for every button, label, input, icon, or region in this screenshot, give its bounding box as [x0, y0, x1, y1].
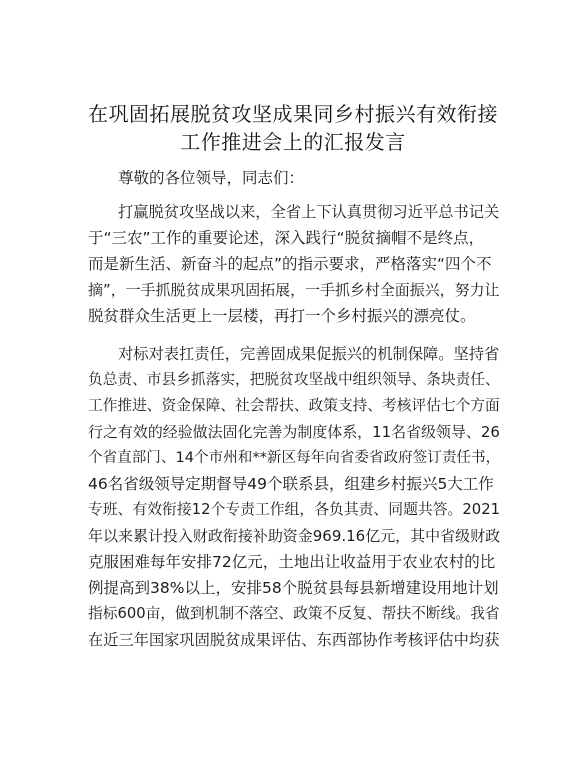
paragraph-2-line: 行之有效的经验做法固化完善为制度体系，11名省级领导、26 [88, 423, 500, 441]
document-title-line-2: 工作推进会上的汇报发言 [180, 130, 406, 154]
paragraph-1-line: 打赢脱贫攻坚战以来，全省上下认真贯彻习近平总书记关 [118, 203, 500, 221]
paragraph-2-line: 工作推进、资金保障、社会帮扶、政策支持、考核评估七个方面 [88, 397, 500, 414]
paragraph-1-line: 而是新生活、新奋斗的起点”的指示要求，严格落实“四个不 [88, 255, 492, 273]
paragraph-2-line: 专班、有效衔接12个专责工作组，各负其责、同题共答。2021 [88, 501, 501, 518]
paragraph-1-line: 脱贫群众生活更上一层楼，再打一个乡村振兴的漂亮仗。 [88, 307, 476, 325]
paragraph-1-line: 摘”，一手抓脱贫成果巩固拓展，一手抓乡村全面振兴，努力让 [88, 281, 500, 299]
paragraph-2-line: 在近三年国家巩固脱贫成果评估、东西部协作考核评估中均获 [88, 631, 500, 649]
paragraph-2-line: 例提高到38%以上，安排58个脱贫县每县新增建设用地计划 [88, 579, 499, 597]
document-title-line-1: 在巩固拓展脱贫攻坚成果同乡村振兴有效衔接 [88, 102, 498, 126]
paragraph-2-line: 克服困难每年安排72亿元，土地出让收益用于农业农村的比 [88, 553, 496, 571]
paragraph-2-line: 负总责、市县乡抓落实，把脱贫攻坚战中组织领导、条块责任、 [88, 371, 500, 388]
paragraph-2-line: 指标600亩，做到机制不落空、政策不反复、帮扶不断线。我省 [88, 605, 500, 622]
paragraph-2-line: 年以来累计投入财政衔接补助资金969.16亿元，其中省级财政 [88, 527, 501, 545]
greeting: 尊敬的各位领导，同志们： [118, 169, 305, 187]
paragraph-2-line: 46名省级领导定期督导49个联系县，组建乡村振兴5大工作 [88, 475, 494, 493]
paragraph-1-line: 于“三农”工作的重要论述，深入践行“脱贫摘帽不是终点， [88, 229, 485, 247]
paragraph-2-line: 个省直部门、14个市州和**新区每年向省委省政府签订责任书， [88, 449, 501, 466]
paragraph-2-line: 对标对表扛责任，完善固成果促振兴的机制保障。坚持省 [118, 345, 500, 363]
